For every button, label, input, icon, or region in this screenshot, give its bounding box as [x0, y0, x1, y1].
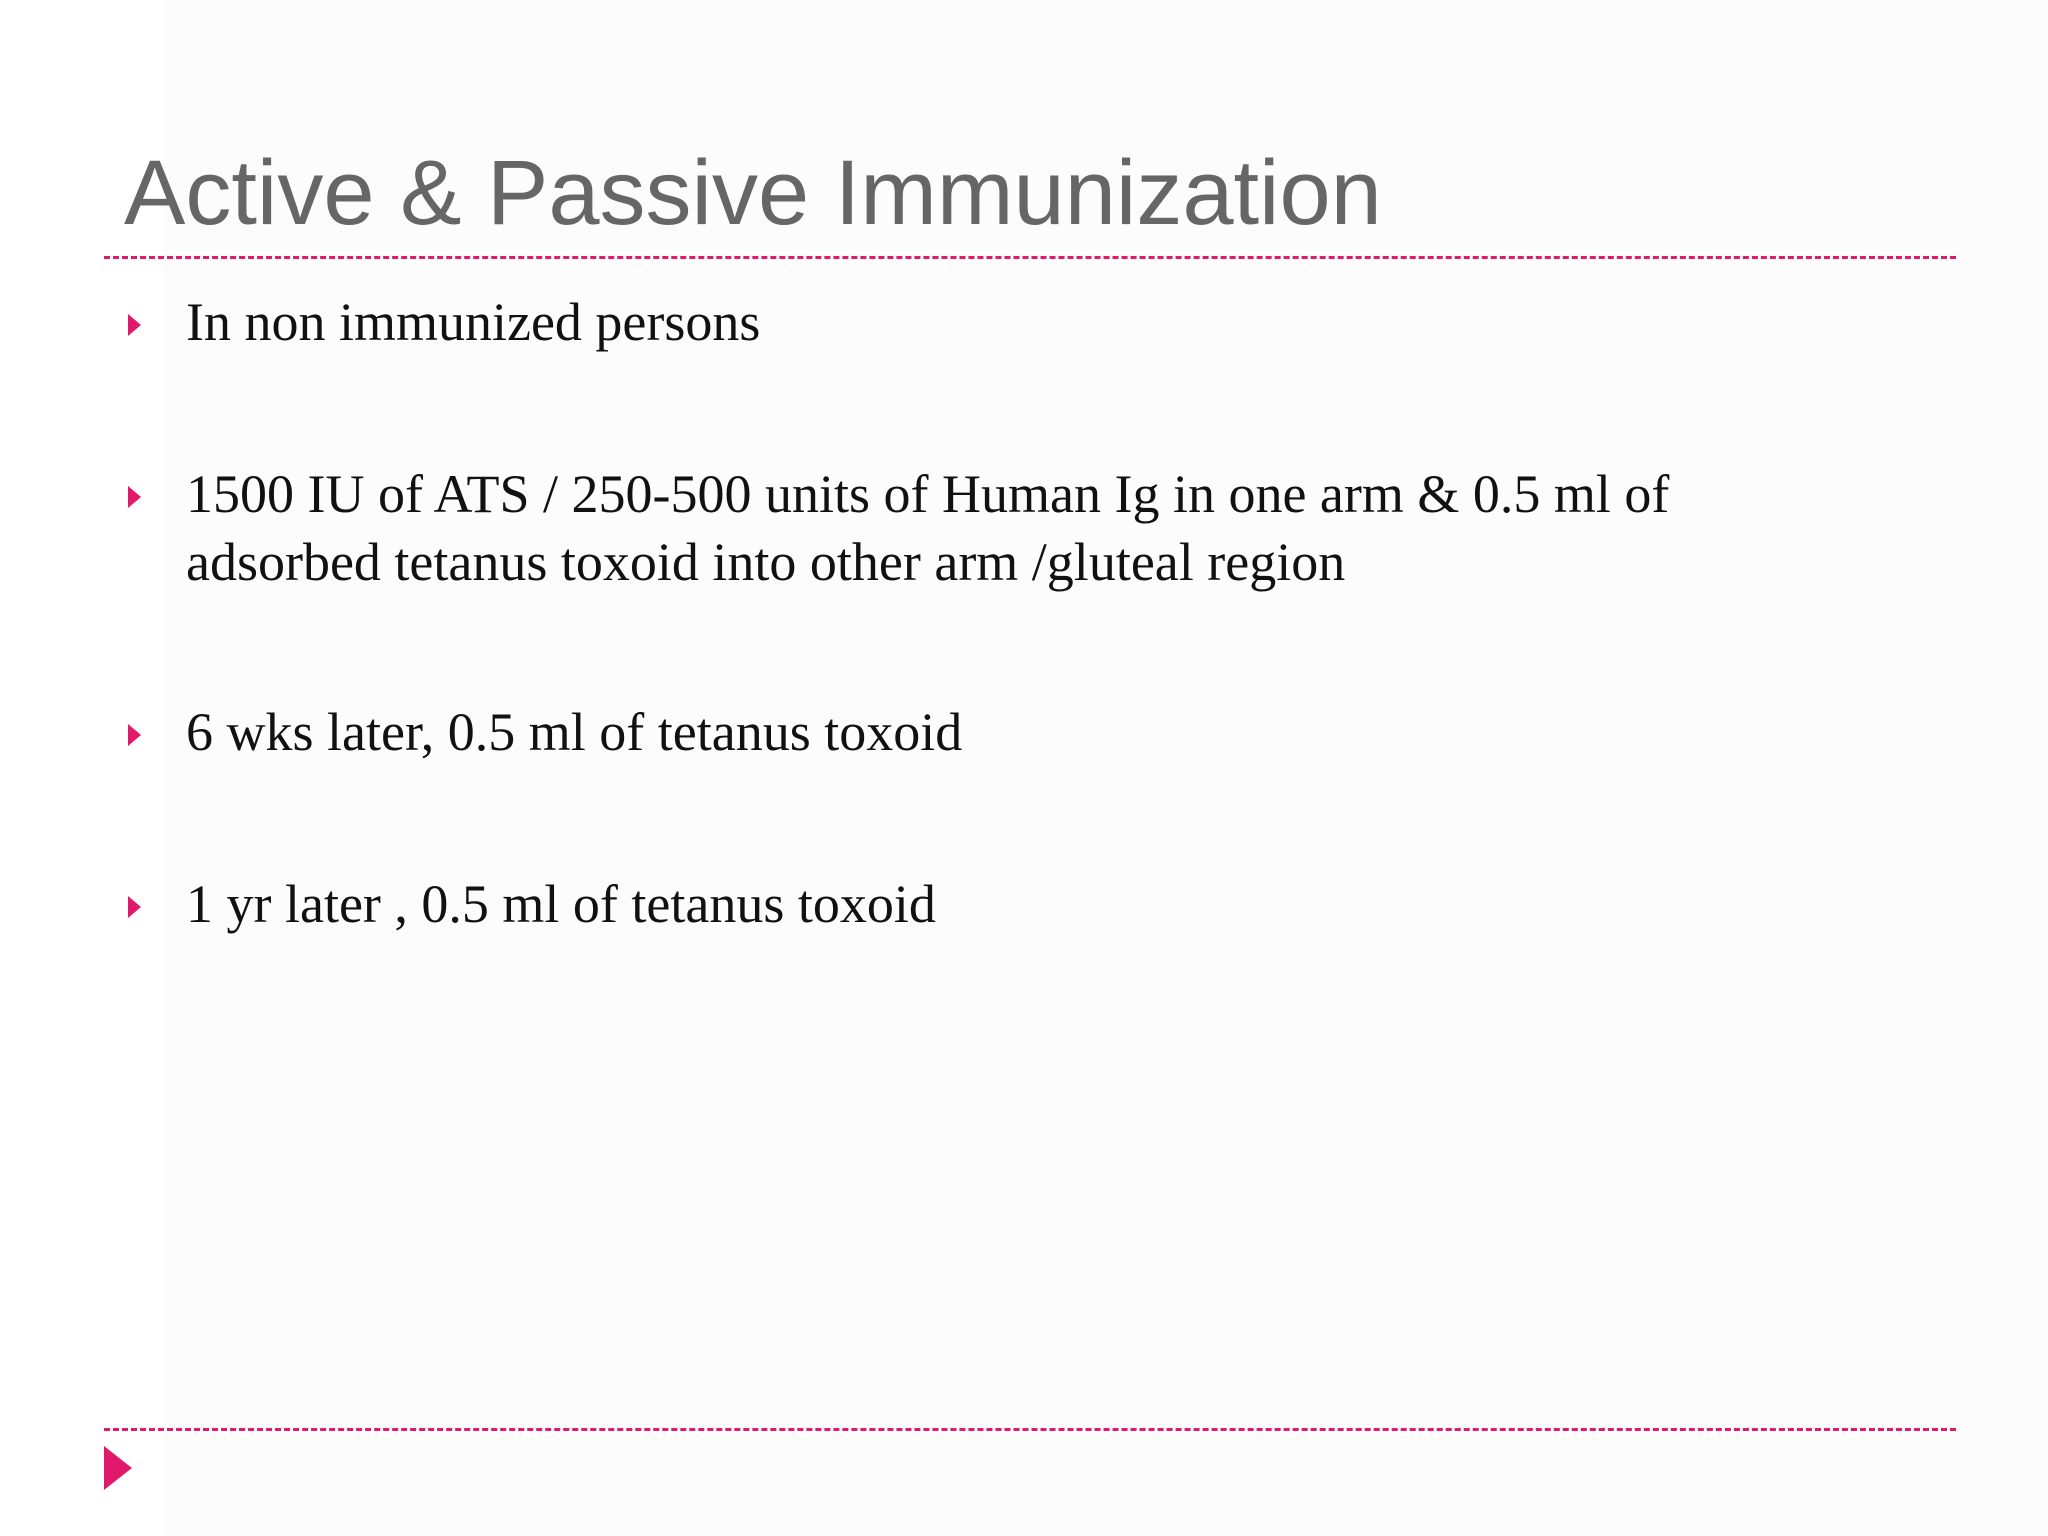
bullet-text: In non immunized persons	[186, 292, 761, 352]
bullet-item	[124, 870, 1824, 938]
bullet-triangle-icon	[128, 486, 141, 508]
bullet-triangle-icon	[128, 724, 141, 746]
bullet-text: 1500 IU of ATS / 250-500 units of Human Ig in one arm & 0.5 ml of adsorbed tetanus toxoid into other arm /gluteal region	[186, 464, 1670, 592]
bullet-triangle-icon	[128, 314, 141, 336]
slide-title: Active & Passive Immunization	[124, 142, 1382, 244]
title-divider	[104, 256, 1956, 259]
footer-triangle-icon	[104, 1446, 132, 1490]
bullet-text: 1 yr later , 0.5 ml of tetanus toxoid	[186, 874, 936, 934]
footer-divider	[104, 1428, 1956, 1431]
bullet-text: 6 wks later, 0.5 ml of tetanus toxoid	[186, 702, 963, 762]
bullet-triangle-icon	[128, 896, 141, 918]
bullet-item	[124, 460, 1824, 596]
bullet-item	[124, 288, 1824, 356]
bullet-item	[124, 698, 1824, 766]
